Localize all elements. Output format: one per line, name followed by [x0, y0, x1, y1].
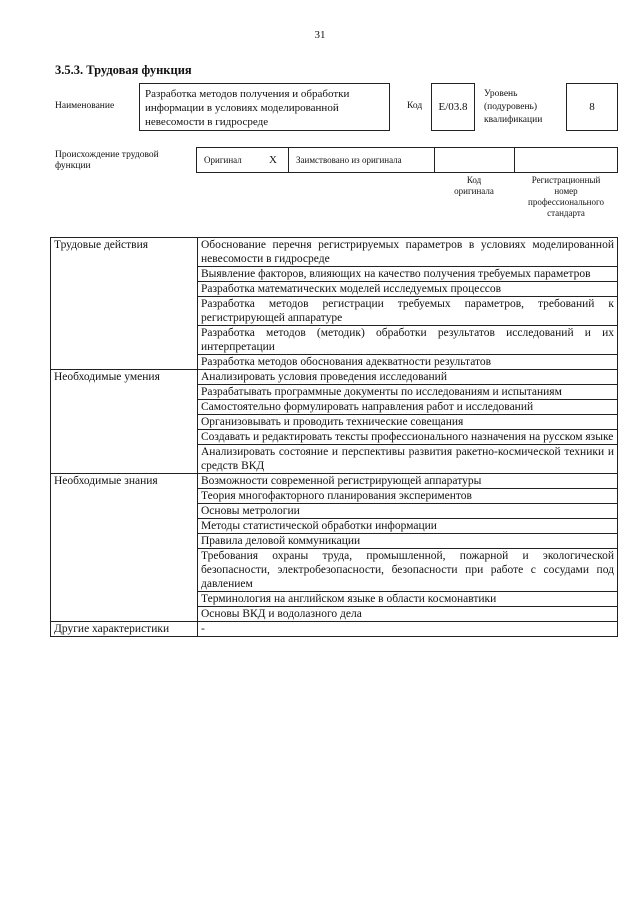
item-cell: Анализировать условия проведения исследований — [198, 370, 618, 385]
level-label-line: (подуровень) — [484, 102, 538, 112]
section-title-cell: Трудовые действия — [51, 238, 198, 370]
item-cell: Требования охраны труда, промышленной, пожарной и экологической безопасности, электробезопасности, безопасности при работе с сосудами под давлением — [198, 549, 618, 592]
level-label — [484, 88, 542, 127]
code-value-box: E/03.8 — [431, 83, 475, 131]
level-label-line: Уровень — [484, 89, 518, 99]
item-cell: Организовывать и проводить технические совещания — [198, 415, 618, 430]
item-cell: Разработка методов (методик) обработки результатов исследований и их интерпретации — [198, 326, 618, 355]
item-cell: Правила деловой коммуникации — [198, 534, 618, 549]
caption-line: оригинала — [454, 186, 494, 196]
caption-line: стандарта — [547, 208, 585, 218]
item-cell: Разрабатывать программные документы по исследованиям и испытаниям — [198, 385, 618, 400]
item-cell: Выявление факторов, влияющих на качество получения требуемых параметров — [198, 267, 618, 282]
caption-line: профессионального — [528, 197, 604, 207]
item-cell: Разработка методов регистрации требуемых параметров, требований к регистрирующей аппаратуре — [198, 297, 618, 326]
function-details-table — [50, 237, 618, 637]
section-title-cell: Необходимые умения — [51, 370, 198, 474]
section-title: 3.5.3. Трудовая функция — [55, 63, 192, 77]
origin-divider — [434, 148, 435, 172]
level-value-box: 8 — [566, 83, 618, 131]
caption-line: номер — [554, 186, 578, 196]
section-title-cell: Другие характеристики — [51, 622, 198, 637]
origin-row — [196, 147, 618, 173]
table-row — [51, 474, 618, 489]
item-cell: Теория многофакторного планирования экспериментов — [198, 489, 618, 504]
origin-divider — [514, 148, 515, 172]
borrowed-label: Заимствовано из оригинала — [296, 155, 402, 165]
original-label: Оригинал — [204, 155, 242, 165]
registration-number-caption — [514, 175, 618, 219]
function-name-box: Разработка методов получения и обработки информации в условиях моделированной невесомости в гидросреде — [139, 83, 390, 131]
item-cell: Основы ВКД и водолазного дела — [198, 607, 618, 622]
section-title-cell: Необходимые знания — [51, 474, 198, 622]
name-label: Наименование — [55, 101, 115, 111]
item-cell: Создавать и редактировать тексты профессионального назначения на русском языке — [198, 430, 618, 445]
item-cell: Разработка математических моделей исследуемых процессов — [198, 282, 618, 297]
origin-label: Происхождение трудовой функции — [55, 150, 159, 171]
origin-divider — [288, 148, 289, 172]
code-label: Код — [407, 101, 423, 111]
item-cell: Возможности современной регистрирующей аппаратуры — [198, 474, 618, 489]
item-cell: Методы статистической обработки информации — [198, 519, 618, 534]
item-cell: - — [198, 622, 618, 637]
item-cell: Основы метрологии — [198, 504, 618, 519]
table-row — [51, 370, 618, 385]
item-cell: Разработка методов обоснования адекватности результатов — [198, 355, 618, 370]
original-code-caption — [434, 175, 514, 197]
table-row — [51, 622, 618, 637]
caption-line: Регистрационный — [531, 175, 601, 185]
page-number: 31 — [314, 29, 326, 41]
original-mark: X — [269, 154, 277, 166]
item-cell: Анализировать состояние и перспективы развития ракетно-космической техники и средств ВКД — [198, 445, 618, 474]
table-row — [51, 238, 618, 267]
item-cell: Терминология на английском языке в области космонавтики — [198, 592, 618, 607]
item-cell: Обоснование перечня регистрируемых параметров в условиях моделированной невесомости в гидросреде — [198, 238, 618, 267]
caption-line: Код — [466, 175, 482, 185]
level-label-line: квалификации — [484, 115, 543, 125]
item-cell: Самостоятельно формулировать направления работ и исследований — [198, 400, 618, 415]
